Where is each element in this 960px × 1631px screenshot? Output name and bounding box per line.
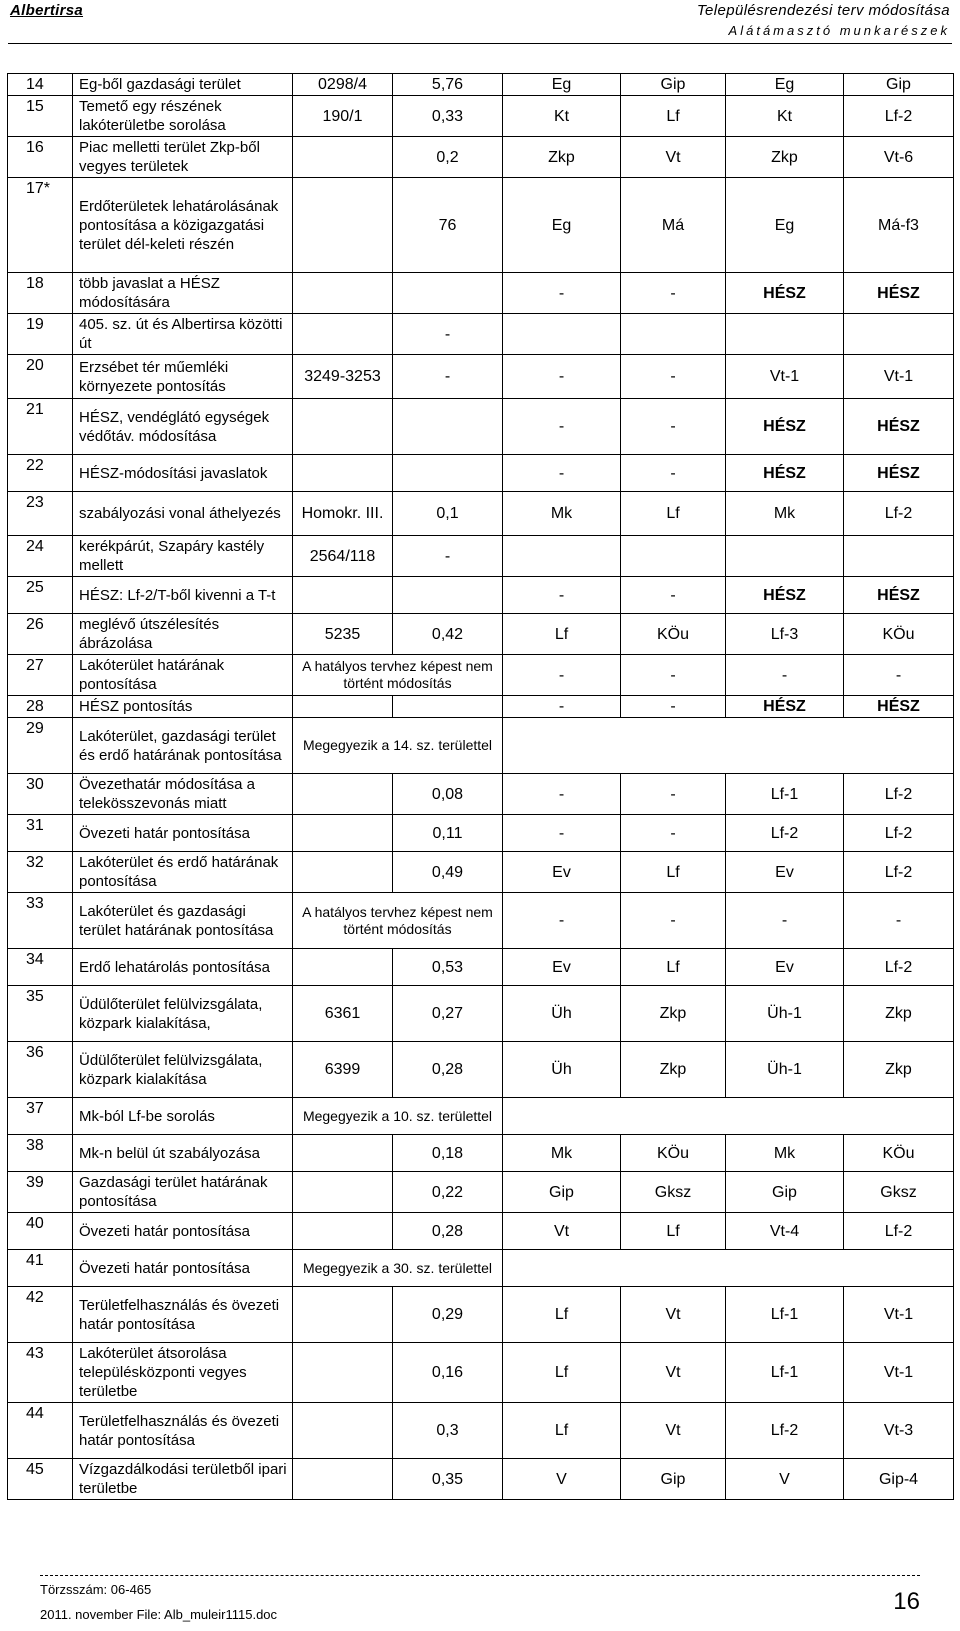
- lot-number-cell: [293, 273, 393, 314]
- category-cell: Üh-1: [726, 1042, 844, 1098]
- empty-cell: [503, 1250, 954, 1287]
- table-row: [8, 1098, 954, 1135]
- category-cell: -: [503, 774, 621, 815]
- category-cell: -: [503, 355, 621, 399]
- area-cell: 0,3: [393, 1403, 503, 1459]
- row-number-cell: 27: [8, 655, 73, 696]
- category-cell: Vt: [621, 1343, 726, 1403]
- category-cell: -: [621, 577, 726, 614]
- category-cell: -: [621, 696, 726, 718]
- description-cell: HÉSZ pontosítás: [73, 696, 293, 718]
- table-row: [8, 718, 954, 774]
- table-row: [8, 986, 954, 1042]
- description-cell: HÉSZ: Lf-2/T-ből kivenni a T-t: [73, 577, 293, 614]
- row-number-cell: 18: [8, 273, 73, 314]
- category-cell: -: [503, 696, 621, 718]
- lot-number-cell: 2564/118: [293, 536, 393, 577]
- category-cell: Ev: [503, 949, 621, 986]
- category-cell: HÉSZ: [844, 696, 954, 718]
- modification-table: [7, 73, 954, 1500]
- area-cell: -: [393, 355, 503, 399]
- description-cell: Lakóterület átsorolása településközponti vegyes területbe: [73, 1343, 293, 1403]
- category-cell: -: [726, 893, 844, 949]
- area-cell: [393, 577, 503, 614]
- row-number-cell: 24: [8, 536, 73, 577]
- category-cell: Eg: [503, 178, 621, 273]
- lot-number-cell: [293, 815, 393, 852]
- row-number-cell: 33: [8, 893, 73, 949]
- note-cell: Megegyezik a 10. sz. területtel: [293, 1098, 503, 1135]
- lot-number-cell: [293, 1287, 393, 1343]
- description-cell: Övezeti határ pontosítása: [73, 1250, 293, 1287]
- description-cell: több javaslat a HÉSZ módosítására: [73, 273, 293, 314]
- area-cell: 0,35: [393, 1459, 503, 1500]
- lot-number-cell: [293, 1343, 393, 1403]
- table-row: [8, 137, 954, 178]
- table-row: [8, 314, 954, 355]
- row-number-cell: 30: [8, 774, 73, 815]
- category-cell: HÉSZ: [726, 273, 844, 314]
- category-cell: Zkp: [621, 1042, 726, 1098]
- category-cell: Mk: [726, 492, 844, 536]
- category-cell: Vt-4: [726, 1213, 844, 1250]
- table-row: [8, 815, 954, 852]
- category-cell: Ev: [726, 949, 844, 986]
- header-document-subtitle: Alátámasztó munkarészek: [728, 23, 950, 38]
- row-number-cell: 16: [8, 137, 73, 178]
- category-cell: -: [503, 655, 621, 696]
- category-cell: Gksz: [844, 1172, 954, 1213]
- category-cell: Zkp: [844, 1042, 954, 1098]
- category-cell: Ev: [503, 852, 621, 893]
- row-number-cell: 42: [8, 1287, 73, 1343]
- category-cell: Gip: [844, 74, 954, 96]
- area-cell: 0,16: [393, 1343, 503, 1403]
- category-cell: KÖu: [844, 614, 954, 655]
- description-cell: Lakóterület és erdő határának pontosítása: [73, 852, 293, 893]
- area-cell: 0,33: [393, 96, 503, 137]
- category-cell: Lf: [503, 1403, 621, 1459]
- category-cell: Zkp: [726, 137, 844, 178]
- category-cell: -: [503, 577, 621, 614]
- footer-file-info: 2011. november File: Alb_muleir1115.doc: [40, 1607, 278, 1622]
- category-cell: Lf-2: [844, 815, 954, 852]
- category-cell: Lf-2: [844, 1213, 954, 1250]
- area-cell: 0,53: [393, 949, 503, 986]
- lot-number-cell: [293, 1213, 393, 1250]
- area-cell: 0,28: [393, 1213, 503, 1250]
- lot-number-cell: [293, 399, 393, 455]
- header-municipality: Albertirsa: [10, 2, 84, 19]
- table-body: [8, 74, 954, 1500]
- row-number-cell: 14: [8, 74, 73, 96]
- category-cell: -: [621, 655, 726, 696]
- category-cell: Vt: [621, 137, 726, 178]
- table-row: [8, 852, 954, 893]
- category-cell: Lf-2: [844, 492, 954, 536]
- description-cell: Gazdasági terület határának pontosítása: [73, 1172, 293, 1213]
- area-cell: 0,2: [393, 137, 503, 178]
- table-row: [8, 949, 954, 986]
- lot-number-cell: [293, 774, 393, 815]
- area-cell: 0,18: [393, 1135, 503, 1172]
- category-cell: -: [621, 455, 726, 492]
- category-cell: Vt-6: [844, 137, 954, 178]
- description-cell: Erdőterületek lehatárolásának pontosítása a közigazgatási terület dél-keleti részén: [73, 178, 293, 273]
- category-cell: KÖu: [844, 1135, 954, 1172]
- table-row: [8, 96, 954, 137]
- category-cell: [503, 536, 621, 577]
- category-cell: HÉSZ: [726, 399, 844, 455]
- table-row: [8, 577, 954, 614]
- footer-divider: [40, 1575, 920, 1576]
- category-cell: Lf: [503, 1287, 621, 1343]
- category-cell: -: [621, 399, 726, 455]
- row-number-cell: 40: [8, 1213, 73, 1250]
- description-cell: meglévő útszélesítés ábrázolása: [73, 614, 293, 655]
- category-cell: HÉSZ: [726, 696, 844, 718]
- lot-number-cell: 6399: [293, 1042, 393, 1098]
- table-row: [8, 492, 954, 536]
- category-cell: [844, 536, 954, 577]
- row-number-cell: 41: [8, 1250, 73, 1287]
- category-cell: Vt: [503, 1213, 621, 1250]
- category-cell: Vt-1: [726, 355, 844, 399]
- table-row: [8, 1172, 954, 1213]
- table-row: [8, 399, 954, 455]
- table-row: [8, 1250, 954, 1287]
- category-cell: Lf: [503, 614, 621, 655]
- description-cell: Területfelhasználás és övezeti határ pontosítása: [73, 1287, 293, 1343]
- row-number-cell: 15: [8, 96, 73, 137]
- row-number-cell: 23: [8, 492, 73, 536]
- description-cell: Övezethatár módosítása a telekösszevonás miatt: [73, 774, 293, 815]
- description-cell: Területfelhasználás és övezeti határ pontosítása: [73, 1403, 293, 1459]
- area-cell: 0,29: [393, 1287, 503, 1343]
- area-cell: 0,42: [393, 614, 503, 655]
- category-cell: Má-f3: [844, 178, 954, 273]
- category-cell: Lf: [503, 1343, 621, 1403]
- row-number-cell: 17*: [8, 178, 73, 273]
- lot-number-cell: [293, 949, 393, 986]
- row-number-cell: 26: [8, 614, 73, 655]
- category-cell: Mk: [503, 492, 621, 536]
- row-number-cell: 34: [8, 949, 73, 986]
- category-cell: Eg: [726, 178, 844, 273]
- lot-number-cell: [293, 1403, 393, 1459]
- category-cell: V: [503, 1459, 621, 1500]
- description-cell: Üdülőterület felülvizsgálata, közpark kialakítása,: [73, 986, 293, 1042]
- table-row: [8, 74, 954, 96]
- empty-cell: [503, 718, 954, 774]
- description-cell: Övezeti határ pontosítása: [73, 815, 293, 852]
- category-cell: Üh: [503, 1042, 621, 1098]
- category-cell: Lf: [621, 1213, 726, 1250]
- description-cell: HÉSZ-módosítási javaslatok: [73, 455, 293, 492]
- lot-number-cell: 5235: [293, 614, 393, 655]
- category-cell: Zkp: [503, 137, 621, 178]
- lot-number-cell: [293, 178, 393, 273]
- category-cell: -: [503, 893, 621, 949]
- description-cell: Piac melletti terület Zkp-ből vegyes területek: [73, 137, 293, 178]
- category-cell: Vt-1: [844, 355, 954, 399]
- table-row: [8, 273, 954, 314]
- lot-number-cell: [293, 455, 393, 492]
- area-cell: [393, 399, 503, 455]
- area-cell: 0,22: [393, 1172, 503, 1213]
- note-cell: A hatályos tervhez képest nem történt módosítás: [293, 893, 503, 949]
- table-row: [8, 1287, 954, 1343]
- table-row: [8, 893, 954, 949]
- category-cell: Gip: [621, 1459, 726, 1500]
- table-row: [8, 655, 954, 696]
- category-cell: Vt-3: [844, 1403, 954, 1459]
- category-cell: [621, 314, 726, 355]
- table-row: [8, 355, 954, 399]
- category-cell: Vt-1: [844, 1343, 954, 1403]
- row-number-cell: 25: [8, 577, 73, 614]
- category-cell: Lf-1: [726, 1343, 844, 1403]
- lot-number-cell: Homokr. III.: [293, 492, 393, 536]
- category-cell: Vt: [621, 1403, 726, 1459]
- category-cell: Gip: [726, 1172, 844, 1213]
- category-cell: -: [844, 893, 954, 949]
- row-number-cell: 22: [8, 455, 73, 492]
- row-number-cell: 36: [8, 1042, 73, 1098]
- category-cell: -: [503, 455, 621, 492]
- description-cell: szabályozási vonal áthelyezés: [73, 492, 293, 536]
- row-number-cell: 37: [8, 1098, 73, 1135]
- category-cell: HÉSZ: [844, 273, 954, 314]
- description-cell: Erdő lehatárolás pontosítása: [73, 949, 293, 986]
- category-cell: -: [621, 273, 726, 314]
- row-number-cell: 20: [8, 355, 73, 399]
- lot-number-cell: [293, 696, 393, 718]
- table-row: [8, 696, 954, 718]
- category-cell: -: [621, 355, 726, 399]
- footer-reference-number: Törzsszám: 06-465: [40, 1582, 152, 1597]
- table-row: [8, 1403, 954, 1459]
- category-cell: -: [503, 273, 621, 314]
- category-cell: Ev: [726, 852, 844, 893]
- area-cell: 0,28: [393, 1042, 503, 1098]
- category-cell: Gksz: [621, 1172, 726, 1213]
- category-cell: Lf-1: [726, 1287, 844, 1343]
- area-cell: 0,27: [393, 986, 503, 1042]
- description-cell: Lakóterület és gazdasági terület határának pontosítása: [73, 893, 293, 949]
- row-number-cell: 19: [8, 314, 73, 355]
- empty-cell: [503, 1098, 954, 1135]
- category-cell: [726, 314, 844, 355]
- row-number-cell: 32: [8, 852, 73, 893]
- category-cell: [621, 536, 726, 577]
- note-cell: Megegyezik a 14. sz. területtel: [293, 718, 503, 774]
- category-cell: -: [503, 815, 621, 852]
- area-cell: 5,76: [393, 74, 503, 96]
- category-cell: Lf-1: [726, 774, 844, 815]
- category-cell: Lf-2: [844, 852, 954, 893]
- description-cell: Lakóterület, gazdasági terület és erdő határának pontosítása: [73, 718, 293, 774]
- description-cell: Övezeti határ pontosítása: [73, 1213, 293, 1250]
- row-number-cell: 21: [8, 399, 73, 455]
- page-number: 16: [893, 1588, 920, 1615]
- category-cell: Lf-2: [726, 1403, 844, 1459]
- row-number-cell: 38: [8, 1135, 73, 1172]
- table-row: [8, 178, 954, 273]
- category-cell: Mk: [726, 1135, 844, 1172]
- category-cell: Gip: [621, 74, 726, 96]
- category-cell: Vt: [621, 1287, 726, 1343]
- row-number-cell: 43: [8, 1343, 73, 1403]
- category-cell: HÉSZ: [726, 455, 844, 492]
- lot-number-cell: [293, 314, 393, 355]
- category-cell: -: [503, 399, 621, 455]
- category-cell: Gip: [503, 1172, 621, 1213]
- table-row: [8, 774, 954, 815]
- description-cell: Eg-ből gazdasági terület: [73, 74, 293, 96]
- area-cell: [393, 455, 503, 492]
- table-row: [8, 536, 954, 577]
- row-number-cell: 44: [8, 1403, 73, 1459]
- category-cell: Lf: [621, 852, 726, 893]
- lot-number-cell: 0298/4: [293, 74, 393, 96]
- category-cell: Eg: [503, 74, 621, 96]
- category-cell: Lf: [621, 96, 726, 137]
- category-cell: -: [726, 655, 844, 696]
- table-row: [8, 455, 954, 492]
- description-cell: Lakóterület határának pontosítása: [73, 655, 293, 696]
- category-cell: HÉSZ: [844, 577, 954, 614]
- category-cell: HÉSZ: [844, 399, 954, 455]
- table-row: [8, 1213, 954, 1250]
- row-number-cell: 45: [8, 1459, 73, 1500]
- area-cell: -: [393, 314, 503, 355]
- area-cell: 0,08: [393, 774, 503, 815]
- category-cell: KÖu: [621, 1135, 726, 1172]
- lot-number-cell: [293, 137, 393, 178]
- category-cell: Kt: [726, 96, 844, 137]
- category-cell: Eg: [726, 74, 844, 96]
- header-document-title: Településrendezési terv módosítása: [696, 2, 950, 19]
- area-cell: 0,49: [393, 852, 503, 893]
- description-cell: HÉSZ, vendéglátó egységek védőtáv. módosítása: [73, 399, 293, 455]
- row-number-cell: 29: [8, 718, 73, 774]
- category-cell: Lf-3: [726, 614, 844, 655]
- row-number-cell: 28: [8, 696, 73, 718]
- category-cell: Zkp: [621, 986, 726, 1042]
- description-cell: Üdülőterület felülvizsgálata, közpark kialakítása: [73, 1042, 293, 1098]
- table-row: [8, 1135, 954, 1172]
- table-row: [8, 1459, 954, 1500]
- lot-number-cell: [293, 1459, 393, 1500]
- category-cell: Lf: [621, 949, 726, 986]
- area-cell: [393, 273, 503, 314]
- category-cell: [726, 536, 844, 577]
- description-cell: Temető egy részének lakóterületbe sorolása: [73, 96, 293, 137]
- lot-number-cell: [293, 1135, 393, 1172]
- category-cell: Lf-2: [844, 774, 954, 815]
- table-row: [8, 614, 954, 655]
- description-cell: Erzsébet tér műemléki környezete pontosítás: [73, 355, 293, 399]
- description-cell: kerékpárút, Szapáry kastély mellett: [73, 536, 293, 577]
- category-cell: -: [844, 655, 954, 696]
- row-number-cell: 35: [8, 986, 73, 1042]
- category-cell: -: [621, 815, 726, 852]
- category-cell: Üh-1: [726, 986, 844, 1042]
- lot-number-cell: [293, 577, 393, 614]
- note-cell: Megegyezik a 30. sz. területtel: [293, 1250, 503, 1287]
- area-cell: 0,1: [393, 492, 503, 536]
- lot-number-cell: [293, 1172, 393, 1213]
- row-number-cell: 39: [8, 1172, 73, 1213]
- lot-number-cell: [293, 852, 393, 893]
- description-cell: Mk-n belül út szabályozása: [73, 1135, 293, 1172]
- category-cell: [503, 314, 621, 355]
- category-cell: [844, 314, 954, 355]
- lot-number-cell: 190/1: [293, 96, 393, 137]
- area-cell: [393, 696, 503, 718]
- category-cell: -: [621, 774, 726, 815]
- category-cell: Vt-1: [844, 1287, 954, 1343]
- category-cell: HÉSZ: [726, 577, 844, 614]
- category-cell: -: [621, 893, 726, 949]
- description-cell: Vízgazdálkodási területből ipari területbe: [73, 1459, 293, 1500]
- lot-number-cell: 6361: [293, 986, 393, 1042]
- header-divider: [8, 43, 952, 44]
- category-cell: KÖu: [621, 614, 726, 655]
- category-cell: Zkp: [844, 986, 954, 1042]
- category-cell: Mk: [503, 1135, 621, 1172]
- category-cell: Lf-2: [844, 96, 954, 137]
- table-row: [8, 1343, 954, 1403]
- category-cell: Üh: [503, 986, 621, 1042]
- row-number-cell: 31: [8, 815, 73, 852]
- category-cell: Má: [621, 178, 726, 273]
- note-cell: A hatályos tervhez képest nem történt módosítás: [293, 655, 503, 696]
- lot-number-cell: 3249-3253: [293, 355, 393, 399]
- category-cell: Kt: [503, 96, 621, 137]
- category-cell: V: [726, 1459, 844, 1500]
- category-cell: HÉSZ: [844, 455, 954, 492]
- area-cell: 0,11: [393, 815, 503, 852]
- category-cell: Lf-2: [726, 815, 844, 852]
- category-cell: Lf-2: [844, 949, 954, 986]
- category-cell: Lf: [621, 492, 726, 536]
- area-cell: -: [393, 536, 503, 577]
- description-cell: Mk-ból Lf-be sorolás: [73, 1098, 293, 1135]
- table-row: [8, 1042, 954, 1098]
- description-cell: 405. sz. út és Albertirsa közötti út: [73, 314, 293, 355]
- category-cell: Gip-4: [844, 1459, 954, 1500]
- area-cell: 76: [393, 178, 503, 273]
